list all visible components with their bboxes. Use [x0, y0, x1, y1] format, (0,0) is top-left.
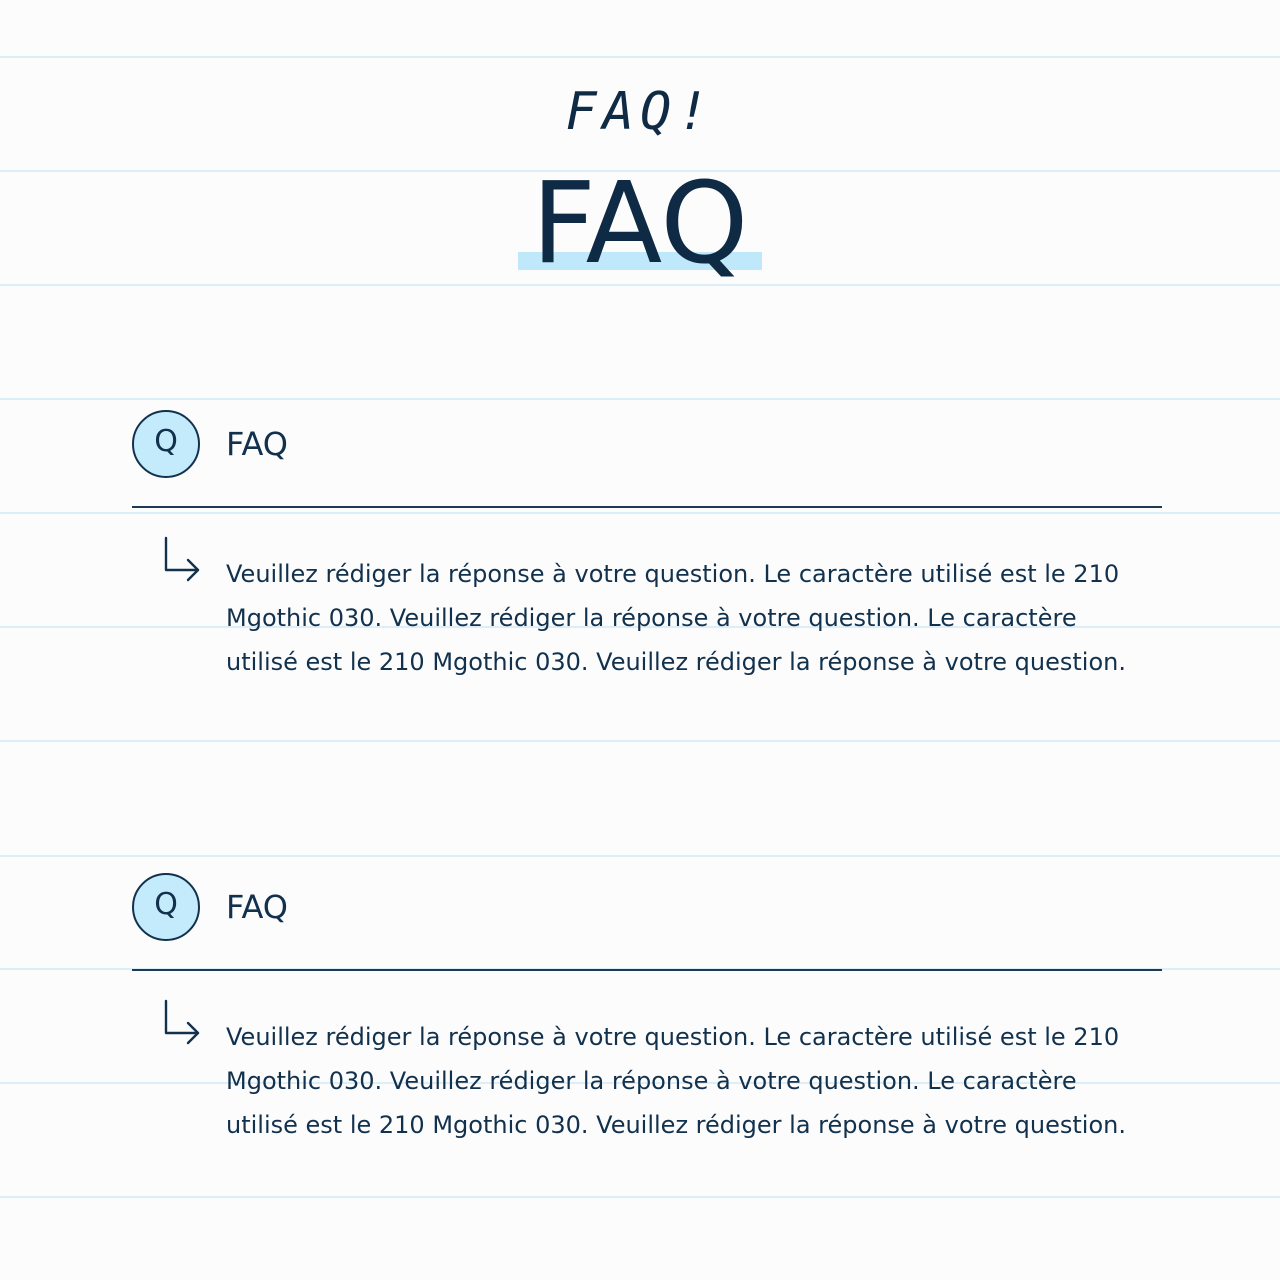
main-title — [518, 159, 763, 289]
question-divider — [132, 506, 1162, 508]
answer-text: Veuillez rédiger la réponse à votre question. Le caractère utilisé est le 210 Mgothic 030. Veuillez rédiger la réponse à votre question. Le caractère utilisé est le 210 Mgothic 030. Veuillez rédiger la réponse à votre question. — [226, 1023, 1126, 1139]
ruled-line — [0, 56, 1280, 58]
answer-text: Veuillez rédiger la réponse à votre question. Le caractère utilisé est le 210 Mgothic 030. Veuillez rédiger la réponse à votre question. Le caractère utilisé est le 210 Mgothic 030. Veuillez rédiger la réponse à votre question. — [226, 560, 1126, 676]
main-title-text: FAQ — [531, 159, 749, 289]
handwritten-title: FAQ! — [565, 82, 715, 142]
ruled-line — [0, 740, 1280, 742]
question-text: FAQ — [226, 425, 288, 463]
question-badge: Q — [132, 873, 200, 941]
main-title-wrap — [0, 159, 1280, 289]
ruled-line — [0, 855, 1280, 857]
ruled-line — [0, 1196, 1280, 1198]
ruled-line — [0, 398, 1280, 400]
ruled-line — [0, 512, 1280, 514]
arrow-return-right-icon — [160, 999, 204, 1045]
question-badge: Q — [132, 410, 200, 478]
arrow-return-right-icon — [160, 536, 204, 582]
question-text: FAQ — [226, 888, 288, 926]
question-divider — [132, 969, 1162, 971]
